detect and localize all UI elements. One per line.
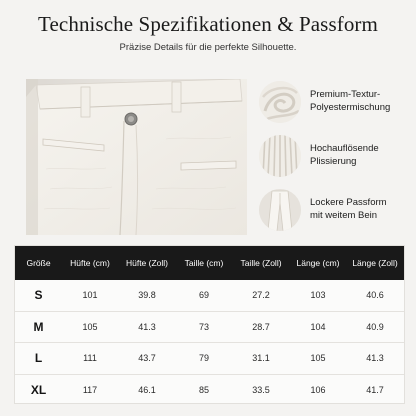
feature-line: mit weitem Bein [310, 210, 378, 221]
size-table [15, 246, 404, 405]
table-row [15, 311, 404, 343]
size-cell: S [34, 288, 43, 303]
feature-item [258, 135, 416, 179]
table-cell: 39.8 [138, 290, 156, 301]
product-detail-photo [26, 79, 247, 235]
table-cell: 41.3 [346, 343, 404, 375]
table-cell: 106 [290, 374, 346, 405]
column-header: Hüfte (cm) [62, 246, 118, 280]
table-cell: 40.6 [366, 290, 384, 301]
table-header-row [15, 246, 404, 280]
table-cell: 73 [176, 311, 232, 343]
table-cell: 28.7 [232, 311, 290, 343]
table-row [15, 374, 404, 405]
feature-line: Polyestermischung [310, 102, 391, 113]
column-header: Länge (cm) [290, 246, 346, 280]
size-chart [14, 245, 405, 404]
table-cell: 41.7 [346, 374, 404, 405]
feature-line: Lockere Passform [310, 197, 387, 208]
table-cell: 40.9 [346, 311, 404, 343]
size-cell: M [15, 311, 62, 343]
table-cell: 105 [290, 343, 346, 375]
feature-item [258, 189, 416, 233]
page-title: Technische Spezifikationen & Passform [38, 12, 378, 36]
table-cell: 105 [62, 311, 118, 343]
column-header: Taille (Zoll) [232, 246, 290, 280]
fabric-swirl-icon [259, 81, 301, 123]
feature-item [258, 81, 416, 125]
table-cell: 43.7 [118, 343, 176, 375]
table-cell: 111 [62, 343, 118, 375]
column-header: Größe [15, 246, 62, 280]
table-cell: 41.3 [118, 311, 176, 343]
column-header: Taille (cm) [176, 246, 232, 280]
column-header: Länge (Zoll) [346, 246, 404, 280]
table-cell: 101 [82, 290, 98, 301]
feature-line: Premium-Textur- [310, 89, 381, 100]
table-cell: 79 [176, 343, 232, 375]
table-cell: 31.1 [232, 343, 290, 375]
table-cell: 104 [290, 311, 346, 343]
size-cell: XL [15, 374, 62, 405]
feature-line: Plissierung [310, 156, 357, 167]
table-cell: 117 [62, 374, 118, 405]
feature-line: Hochauflösende [310, 143, 379, 154]
column-header: Hüfte (Zoll) [118, 246, 176, 280]
table-cell: 103 [310, 290, 326, 301]
feature-list [258, 79, 416, 235]
pleat-icon [259, 135, 301, 177]
table-cell: 27.2 [252, 290, 270, 301]
table-cell: 46.1 [118, 374, 176, 405]
trousers-closeup-image [26, 79, 247, 235]
table-row [15, 280, 404, 311]
table-cell: 85 [176, 374, 232, 405]
table-cell: 33.5 [232, 374, 290, 405]
trousers-icon [259, 189, 301, 231]
table-row [15, 343, 404, 375]
table-cell: 69 [198, 290, 209, 301]
size-cell: L [15, 343, 62, 375]
page-subtitle: Präzise Details für die perfekte Silhouette. [119, 42, 297, 53]
